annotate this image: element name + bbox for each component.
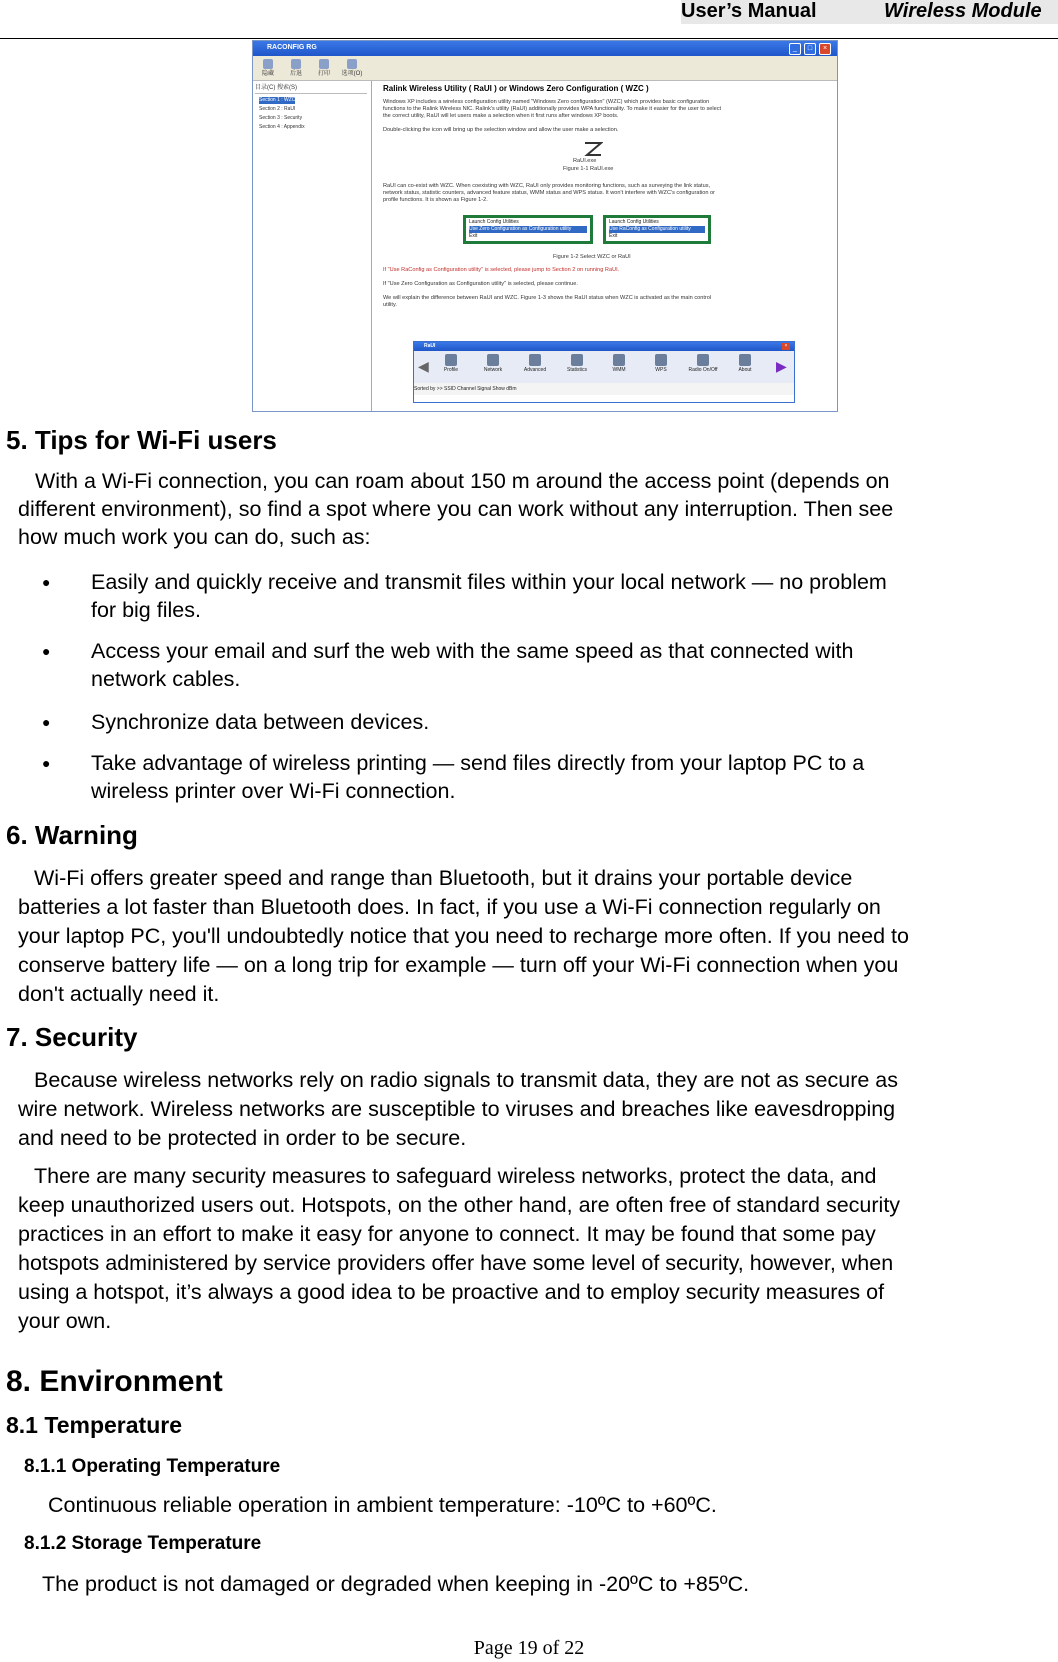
statistics-icon [571,354,583,366]
raui-tool-label: WPS [655,367,667,373]
s811-text: Continuous reliable operation in ambient temperature: -10ºC to +60ºC. [48,1493,717,1517]
raui-tool-profile [434,354,468,373]
bullet-line: Take advantage of wireless printing — send files directly from your laptop PC to a [91,751,865,775]
network-icon [487,354,499,366]
screenshot-content-title: Ralink Wireless Utility ( RaUI ) or Windows Zero Configuration ( WZC ) [383,84,649,93]
bullet-line: Access your email and surf the web with the same speed as that connected with [91,639,854,663]
s7-p2-line: practices in an effort to make it easy for anyone to connect. It may be found that some pay [18,1222,876,1246]
menu-item: Launch Config Utilities [469,219,519,225]
hide-tool [255,59,281,78]
fig1-label: RaUI.exe [573,158,597,164]
section-5-title: 5. Tips for Wi-Fi users [6,425,277,455]
bullet-line: network cables. [91,667,241,691]
print-tool-label: 打印 [317,71,330,77]
content-line: utility. [383,302,397,308]
radio-icon [697,354,709,366]
s5-intro-line: different environment), so find a spot where you can work without any interruption. Then see [18,497,894,521]
content-line: profile functions. It is shown as Figure 1-2. [383,197,488,203]
options-icon [347,59,357,69]
bullet-icon: ● [42,574,51,590]
raui-tool-label: Statistics [566,367,587,373]
fig1-caption: Figure 1-1 RaUI.exe [563,166,614,172]
raui-tool-label: Profile [443,367,459,373]
raui-tool-advanced [518,354,552,373]
embedded-screenshot [252,40,838,412]
s6-line: batteries a lot faster than Bluetooth does. In fact, if you use a Wi-Fi connection regularly on [18,895,881,919]
nav-item-section-3: Section 3 : Security [259,115,303,121]
s5-intro-line: With a Wi-Fi connection, you can roam about 150 m around the access point (depends on [35,469,890,493]
fig2-caption: Figure 1-2 Select WZC or RaUI [553,254,631,260]
menu-item: Use RaConfig as Configuration utility [609,226,705,233]
nav-item-section-4: Section 4 : Appendix [259,124,305,130]
header-module-title: Wireless Module [884,0,1042,22]
content-line: We will explain the difference between RaUI and WZC. Figure 1-3 shows the RaUI status when WZC is activated as the main control [383,295,712,301]
header-rule [0,38,1058,39]
bullet-line: Synchronize data between devices. [91,710,430,734]
menu-item: Exit [469,233,478,239]
print-icon [319,59,329,69]
menu-item: Exit [609,233,618,239]
page-number: Page 19 of 22 [473,1637,585,1659]
section-8-1-title: 8.1 Temperature [6,1412,182,1438]
menu-item: Use Zero Configuration as Configuration utility [469,226,587,233]
s7-p1-line: wire network. Wireless networks are susceptible to viruses and breaches like eavesdropping [18,1097,896,1121]
raui-tool-label: Advanced [523,367,547,373]
minimize-icon: _ [789,43,801,55]
raui-tool-wps [644,354,678,373]
bullet-line: for big files. [91,598,201,622]
bullet-item-1 [91,568,1021,624]
bullet-line: Easily and quickly receive and transmit files within your local network — no problem [91,570,887,594]
close-icon: × [819,43,831,55]
hide-icon [263,59,273,69]
bullet-icon: ● [42,714,51,730]
raui-tool-radio [686,354,720,373]
raui-tool-about [728,354,762,373]
bullet-item-3 [91,708,1021,736]
nav-item-section-2: Section 2 : RaUI [259,106,296,112]
s6-line: don't actually need it. [18,982,220,1006]
section-6-title: 6. Warning [6,820,138,850]
hide-tool-label: 隐藏 [261,71,274,77]
content-line: If "Use Zero Configuration as Configuration utility" is selected, please continue. [383,281,578,287]
back-icon [291,59,301,69]
content-line: Windows XP includes a wireless configuration utility named "Windows Zero configuration" (WZC) which provides basic configuration [383,99,710,105]
content-line: Double-clicking the icon will bring up the selection window and allow the user make a selection. [383,127,619,133]
close-icon: × [782,343,790,350]
s7-p2-line: There are many security measures to safeguard wireless networks, protect the data, and [34,1164,877,1188]
content-line: RaUI can co-exist with WZC. When coexisting with WZC, RaUI only provides monitoring functions, such as surveying the link status, [383,183,711,189]
wmm-icon [613,354,625,366]
raui-tool-label: WMM [612,367,626,373]
raui-window [413,341,795,403]
options-tool [339,59,365,78]
content-line: functions to the Ralink Wireless NIC. Ralink's utility (RaUI) additionally provides WPA functionality. To make it easier for the user to select [383,106,722,112]
raui-tool-label: Network [483,367,503,373]
raui-title: RaUI [424,343,436,349]
s7-p2-line: using a hotspot, it’s always a good idea to be proactive and to employ security measures of [18,1280,885,1304]
screenshot-title-bar [253,41,837,56]
s6-line: Wi-Fi offers greater speed and range than Bluetooth, but it drains your portable device [34,866,853,890]
about-icon [739,354,751,366]
raui-tool-wmm [602,354,636,373]
raui-tool-label: About [738,367,752,373]
nav-tabs: 目录(C) 搜索(S) [255,83,367,94]
menu-item: Launch Config Utilities [609,219,659,225]
screenshot-window-title: RACONFIG RG [267,44,317,51]
s6-line: your laptop PC, you'll undoubtedly notice that you need to recharge more often. If you need to [18,924,909,948]
fig2-menu-wzc [463,215,593,244]
section-7-title: 7. Security [6,1022,138,1052]
options-tool-label: 选项(O) [341,71,363,77]
wps-icon [655,354,667,366]
raui-title-bar [414,342,794,351]
content-line: network status, statistic counters, advanced feature status, WMM status and WPS status. It won't interfere with WZC's configuration or [383,190,715,196]
arrow-left-icon: ◀ [418,358,429,374]
raui-tool-network [476,354,510,373]
fig2-menu-raui [603,215,711,244]
section-8-title: 8. Environment [6,1365,223,1398]
s7-p2-line: hotspots administered by service providers offer have some level of security, however, when [18,1251,894,1275]
bullet-item-4 [91,749,1021,805]
s7-p2-line: keep unauthorized users out. Hotspots, on the other hand, are often free of standard security [18,1193,901,1217]
bullet-icon: ● [42,755,51,771]
bullet-line: wireless printer over Wi-Fi connection. [91,779,456,803]
section-8-1-1-title: 8.1.1 Operating Temperature [24,1456,281,1477]
advanced-icon [529,354,541,366]
raui-exe-icon [583,141,603,157]
s7-p1-line: and need to be protected in order to be secure. [18,1126,467,1150]
s6-line: conserve battery life — on a long trip for example — turn off your Wi-Fi connection when you [18,953,899,977]
s7-p1-line: Because wireless networks rely on radio signals to transmit data, they are not as secure as [34,1068,898,1092]
print-tool [311,59,337,78]
s812-text: The product is not damaged or degraded when keeping in -20ºC to +85ºC. [42,1572,750,1596]
s7-p2-line: your own. [18,1309,112,1333]
back-tool [283,59,309,78]
raui-tool-statistics [560,354,594,373]
screenshot-nav-pane [253,81,372,411]
header-manual-title: User’s Manual [681,0,817,22]
content-line: the correct utility, RaUI will let users make a selection when it first runs after windows XP boots. [383,113,619,119]
bullet-item-2 [91,637,1021,693]
back-tool-label: 后退 [289,71,302,77]
bullet-icon: ● [42,643,51,659]
screenshot-toolbar [253,56,837,81]
maximize-icon: □ [804,43,816,55]
nav-item-section-1: Section 1 : WZC [259,97,296,103]
section-8-1-2-title: 8.1.2 Storage Temperature [24,1533,262,1554]
content-line: If "Use RaConfig as Configuration utility" is selected, please jump to Section 2 on running RaUI. [383,267,620,273]
raui-tool-label: Radio On/Off [688,367,718,373]
arrow-right-icon: ▶ [776,358,787,374]
raui-sort-row: Sorted by >> SSID Channel Signal Show dBm [414,383,794,395]
s5-intro-line: how much work you can do, such as: [18,525,371,549]
profile-icon [445,354,457,366]
